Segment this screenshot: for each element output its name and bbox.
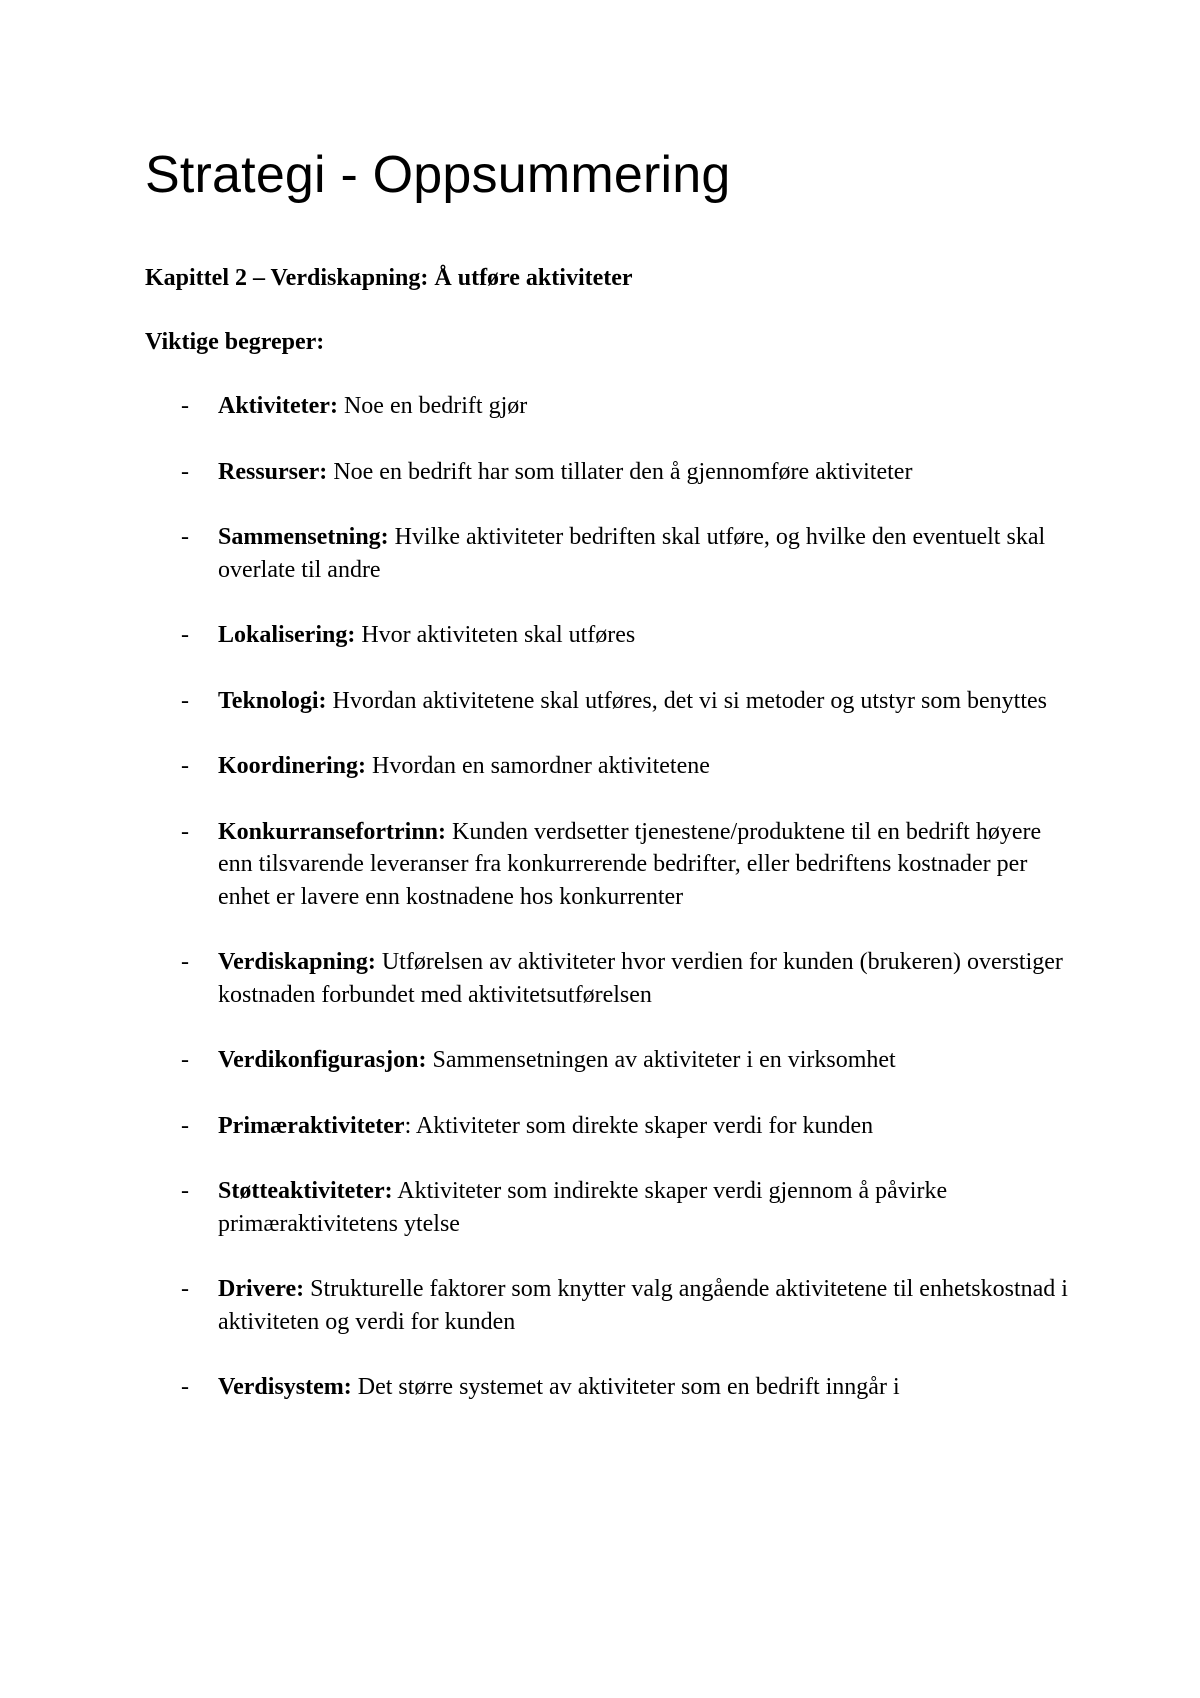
- bullet-dash: -: [181, 393, 189, 419]
- bullet-dash: -: [181, 622, 189, 648]
- term-item: [145, 1371, 1075, 1404]
- term-list: [145, 390, 1075, 1404]
- bullet-dash: -: [181, 818, 189, 845]
- term-definition: Strukturelle faktorer som knytter valg angående aktivitetene til enhetskostnad i aktiviteten og verdi for kunden: [218, 1276, 1068, 1335]
- term-item: [145, 685, 1075, 718]
- document-page: [145, 140, 1075, 1437]
- term-name: Konkurransefortrinn:: [218, 818, 446, 845]
- term-item: [145, 946, 1075, 1011]
- term-name: Sammensetning:: [218, 524, 389, 550]
- term-item: [145, 1175, 1075, 1240]
- bullet-dash: -: [181, 949, 189, 975]
- term-definition: Sammensetningen av aktiviteter i en virksomhet: [426, 1047, 896, 1073]
- term-definition: Hvilke aktiviteter bedriften skal utføre, og hvilke den eventuelt skal overlate til andre: [218, 524, 1046, 583]
- term-definition: Aktiviteter som indirekte skaper verdi gjennom å påvirke primæraktivitetens ytelse: [218, 1178, 948, 1237]
- term-definition: Hvor aktiviteten skal utføres: [355, 622, 636, 648]
- terms-heading: Viktige begreper:: [145, 329, 325, 355]
- term-item: [145, 816, 1075, 914]
- term-item: [145, 456, 1075, 489]
- term-item: [145, 619, 1075, 652]
- term-definition: Det større systemet av aktiviteter som en bedrift inngår i: [351, 1374, 900, 1400]
- term-item: [145, 750, 1075, 783]
- term-name: Verdikonfigurasjon:: [218, 1047, 427, 1073]
- term-definition: Kunden verdsetter tjenestene/produktene til en bedrift høyere enn tilsvarende leveranser fra konkurrerende bedrifter, eller bedriftens kostnader per enhet er lavere enn kostnadene hos konkurrenter: [218, 818, 1042, 910]
- term-name: Ressurser:: [218, 458, 328, 485]
- term-name: Koordinering:: [218, 753, 366, 779]
- bullet-dash: -: [181, 524, 189, 550]
- term-name: Teknologi:: [218, 687, 327, 714]
- bullet-dash: -: [181, 1374, 189, 1400]
- term-item: [145, 521, 1075, 586]
- term-definition: Hvordan en samordner aktivitetene: [366, 753, 710, 779]
- bullet-dash: -: [181, 753, 189, 779]
- term-name: Lokalisering:: [218, 622, 356, 648]
- bullet-dash: -: [181, 1276, 189, 1302]
- term-definition: Hvordan aktivitetene skal utføres, det vi si metoder og utstyr som benyttes: [326, 687, 1047, 714]
- term-name: Støtteaktiviteter:: [218, 1178, 393, 1204]
- term-name: Drivere:: [218, 1276, 305, 1302]
- term-definition: Utførelsen av aktiviteter hvor verdien for kunden (brukeren) overstiger kostnaden forbundet med aktivitetsutførelsen: [218, 949, 1063, 1008]
- chapter-heading: Kapittel 2 – Verdiskapning: Å utføre aktiviteter: [145, 265, 633, 291]
- term-name: Aktiviteter:: [218, 393, 338, 419]
- document-title: Strategi - Oppsummering: [145, 146, 731, 204]
- term-definition: Noe en bedrift gjør: [337, 393, 528, 419]
- term-definition: Noe en bedrift har som tillater den å gjennomføre aktiviteter: [327, 458, 913, 485]
- bullet-dash: -: [181, 1047, 189, 1073]
- term-item: [145, 1110, 1075, 1143]
- bullet-dash: -: [181, 1112, 189, 1139]
- term-item: [145, 390, 1075, 423]
- bullet-dash: -: [181, 1178, 189, 1204]
- term-item: [145, 1044, 1075, 1077]
- bullet-dash: -: [181, 687, 189, 714]
- term-definition: : Aktiviteter som direkte skaper verdi for kunden: [404, 1112, 874, 1139]
- term-name: Verdisystem:: [218, 1374, 352, 1400]
- term-name: Verdiskapning:: [218, 949, 376, 975]
- bullet-dash: -: [181, 458, 189, 485]
- term-item: [145, 1273, 1075, 1338]
- term-name: Primæraktiviteter: [218, 1112, 405, 1139]
